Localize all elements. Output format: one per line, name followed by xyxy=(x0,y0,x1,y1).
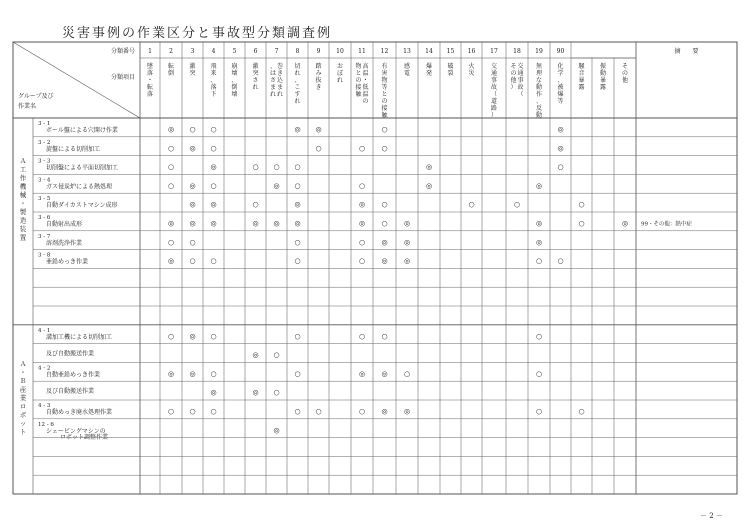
category-item: 火 xyxy=(468,63,475,70)
category-number: 17 xyxy=(490,48,498,55)
classification-mark: ○ xyxy=(210,181,217,190)
group-name: 置 xyxy=(19,233,27,242)
category-item: 動 xyxy=(535,84,543,91)
classification-mark: ○ xyxy=(210,369,217,378)
group-name: ッ xyxy=(19,419,27,428)
group-name: 装 xyxy=(19,225,27,234)
category-item: 害 xyxy=(381,70,388,77)
category-item: 突 xyxy=(252,70,259,77)
summary-header: 摘 要 xyxy=(674,48,699,55)
classification-mark: ◎ xyxy=(403,238,411,247)
category-item: 壊 xyxy=(231,91,238,98)
classification-mark: ○ xyxy=(381,125,388,134)
category-item: 激 xyxy=(252,63,259,70)
classification-mark: ○ xyxy=(167,238,175,247)
category-item: 道 xyxy=(490,98,498,105)
category-item: 災 xyxy=(468,70,475,77)
category-item: 故 xyxy=(517,84,524,91)
classification-mark: ○ xyxy=(403,369,411,378)
span-cover xyxy=(572,43,636,58)
category-item: 電 xyxy=(403,70,411,77)
classification-mark: ◎ xyxy=(403,257,411,266)
classification-mark: ◎ xyxy=(167,219,175,228)
classification-mark: ◎ xyxy=(273,426,280,435)
category-item: 動 xyxy=(535,112,543,119)
category-item: 路 xyxy=(490,105,498,112)
category-item: 高 xyxy=(362,63,369,70)
row-number: 3 - 1 xyxy=(38,121,51,127)
category-number: 2 xyxy=(169,48,173,55)
category-item: 激 xyxy=(189,63,196,70)
category-item: ） xyxy=(510,84,517,91)
classification-mark: ◎ xyxy=(189,144,196,153)
category-item: 低 xyxy=(362,84,369,91)
category-item: の xyxy=(510,70,517,77)
classification-mark: ○ xyxy=(273,388,280,397)
group-name: 業 xyxy=(19,394,27,403)
row-task-name: 溝加工機による切削加工 xyxy=(46,333,113,341)
category-item: 落 xyxy=(146,70,154,77)
category-item: 通 xyxy=(490,70,498,77)
category-item: 下 xyxy=(210,91,217,98)
category-item: 倒 xyxy=(167,70,175,77)
row-task-name: 自動ダイカストマシン成形 xyxy=(46,202,118,210)
classification-mark: ○ xyxy=(294,332,301,341)
classification-mark: ○ xyxy=(167,181,175,190)
category-item: （ xyxy=(490,91,498,98)
category-item: 、 xyxy=(535,98,543,105)
category-number: 10 xyxy=(336,48,344,55)
category-number-label: 分類番号 xyxy=(110,48,135,55)
category-item: そ xyxy=(510,63,517,70)
classification-mark: ○ xyxy=(315,407,322,416)
category-item: 通 xyxy=(517,70,524,77)
category-number: 90 xyxy=(556,48,565,55)
classification-mark: ◎ xyxy=(189,219,196,228)
classification-mark: ◎ xyxy=(210,219,217,228)
category-item: 落 xyxy=(210,84,217,91)
category-item: の xyxy=(362,98,369,105)
category-item: 来 xyxy=(210,70,217,77)
category-item: さ xyxy=(252,77,259,84)
category-item: は xyxy=(269,70,277,77)
classification-mark: ○ xyxy=(578,200,585,209)
row-task-name: シェービングマシンの xyxy=(46,427,106,435)
category-item: 音 xyxy=(578,70,585,77)
classification-mark: ◎ xyxy=(358,219,366,228)
category-item: 転 xyxy=(167,63,175,70)
category-item: 騒 xyxy=(578,63,585,70)
classification-mark: ◎ xyxy=(294,219,301,228)
classification-mark: ○ xyxy=(167,144,175,153)
category-item: ・ xyxy=(362,77,369,84)
classification-mark: ◎ xyxy=(189,369,196,378)
category-item: 、 xyxy=(210,77,217,84)
classification-mark: ◎ xyxy=(315,125,322,134)
classification-mark: ○ xyxy=(381,144,388,153)
classification-mark: ○ xyxy=(273,351,280,360)
classification-mark: ○ xyxy=(252,163,259,172)
category-item: の xyxy=(621,70,629,77)
category-item: 、 xyxy=(294,77,301,84)
row-number: 4 - 2 xyxy=(38,365,51,372)
category-item: と xyxy=(381,91,388,98)
category-item: 振 xyxy=(599,63,607,70)
group-name: 造 xyxy=(19,216,27,225)
group-label: グループ及び xyxy=(18,93,54,100)
category-item: 物 xyxy=(381,77,388,84)
classification-mark: ○ xyxy=(167,332,175,341)
row-number: 3 - 4 xyxy=(38,177,51,184)
category-item: 接 xyxy=(355,84,362,91)
category-item: ・ xyxy=(146,77,154,84)
page-number: － 2 － xyxy=(700,512,723,520)
classification-mark: ○ xyxy=(210,257,217,266)
category-number: 12 xyxy=(380,48,389,55)
category-item: な xyxy=(535,77,543,84)
category-item: 無 xyxy=(535,63,543,70)
classification-mark: ○ xyxy=(167,163,175,172)
group-name: ロ xyxy=(19,402,27,411)
category-item: 交 xyxy=(517,63,524,70)
category-item: 巻 xyxy=(276,63,284,70)
classification-mark: ◎ xyxy=(252,388,259,397)
row-task-name: 溶剤洗浄作業 xyxy=(46,239,83,247)
classification-mark: ○ xyxy=(210,332,217,341)
category-number: 9 xyxy=(316,48,321,55)
category-item: 触 xyxy=(381,112,388,119)
row-number: 3 - 7 xyxy=(38,233,51,240)
category-number: 19 xyxy=(535,48,543,55)
category-item: 事 xyxy=(490,77,498,84)
category-item: 、 xyxy=(557,77,564,84)
row-number: 4 - 1 xyxy=(38,327,51,334)
category-number: 13 xyxy=(403,48,411,55)
classification-mark: ◎ xyxy=(210,200,217,209)
category-item: 、 xyxy=(269,63,277,70)
classification-mark: ○ xyxy=(189,257,196,266)
category-item: れ xyxy=(276,91,284,98)
classification-mark: ◎ xyxy=(403,407,411,416)
classification-mark: ◎ xyxy=(381,369,388,378)
category-item: 触 xyxy=(355,91,362,98)
group-name: Ａ xyxy=(19,157,27,166)
row-task-name: 及び自動搬送作業 xyxy=(46,350,95,358)
category-number: 15 xyxy=(446,48,455,55)
classification-mark: ◎ xyxy=(210,388,217,397)
classification-mark: ○ xyxy=(358,257,366,266)
classification-mark: ◎ xyxy=(557,125,564,134)
classification-mark: ◎ xyxy=(557,144,564,153)
classification-mark: ◎ xyxy=(252,351,259,360)
category-item: お xyxy=(336,63,344,70)
classification-mark: ○ xyxy=(273,163,280,172)
row-number: 3 - 3 xyxy=(38,158,51,165)
classification-mark: ◎ xyxy=(381,257,388,266)
classification-mark: ◎ xyxy=(381,407,388,416)
classification-mark: ◎ xyxy=(189,332,196,341)
table-border xyxy=(13,42,737,494)
classification-mark: ○ xyxy=(294,407,301,416)
category-item: 崩 xyxy=(231,63,238,70)
classification-mark: ◎ xyxy=(189,200,196,209)
classification-mark: ◎ xyxy=(167,125,175,134)
row-number: 3 - 5 xyxy=(38,196,51,203)
category-item: 作 xyxy=(535,91,543,98)
category-item: 有 xyxy=(381,63,388,70)
category-item: ぼ xyxy=(336,70,344,77)
row-task-name: 自動亜鉛めっき作業 xyxy=(46,371,100,379)
category-item: み xyxy=(315,70,322,77)
group-name: ト xyxy=(19,428,27,437)
category-item: 、 xyxy=(231,77,238,84)
category-number: 1 xyxy=(148,48,152,55)
category-item: 転 xyxy=(146,84,154,91)
category-item: 壊 xyxy=(231,70,238,77)
classification-mark: ○ xyxy=(578,219,585,228)
category-item: 他 xyxy=(510,77,517,84)
category-item: れ xyxy=(252,84,259,91)
category-item: 爆 xyxy=(425,63,433,70)
group-name: 作 xyxy=(19,174,27,183)
group-label: 作業名 xyxy=(18,103,37,110)
classification-mark: ◎ xyxy=(535,181,543,190)
category-item: れ xyxy=(336,77,344,84)
classification-mark: ○ xyxy=(294,238,301,247)
category-number: 11 xyxy=(358,48,366,55)
category-number: 4 xyxy=(211,48,216,55)
classification-mark: ○ xyxy=(358,181,366,190)
row-task-name: 及び自動搬送作業 xyxy=(46,388,95,396)
classification-mark: ◎ xyxy=(358,369,366,378)
classification-mark: ○ xyxy=(358,332,366,341)
row-number: 3 - 8 xyxy=(38,252,51,259)
classification-mark: ◎ xyxy=(167,369,175,378)
classification-mark: ◎ xyxy=(358,200,366,209)
classification-mark: ○ xyxy=(468,200,475,209)
classification-mark: ○ xyxy=(210,144,217,153)
category-item: さ xyxy=(269,77,277,84)
classification-mark: ◎ xyxy=(535,238,543,247)
classification-mark: ○ xyxy=(294,181,301,190)
row-number: 4 - 3 xyxy=(38,403,51,409)
classification-mark: ◎ xyxy=(273,181,280,190)
group-name: Ｂ xyxy=(19,377,27,386)
classification-mark: ○ xyxy=(557,163,564,172)
category-item: （ xyxy=(517,91,524,98)
classification-mark: ○ xyxy=(252,200,259,209)
classification-mark: ○ xyxy=(294,369,301,378)
classification-mark: ○ xyxy=(535,332,543,341)
category-item: 物 xyxy=(355,63,362,70)
category-item: 露 xyxy=(599,84,607,91)
group-name: ボ xyxy=(19,411,27,420)
category-number: 18 xyxy=(513,48,521,55)
row-number: 3 - 2 xyxy=(38,139,51,146)
group-name: 機 xyxy=(19,182,27,191)
classification-mark: ○ xyxy=(210,407,217,416)
category-item: 交 xyxy=(490,63,498,70)
category-item: ） xyxy=(490,112,498,119)
classification-mark: ○ xyxy=(294,163,301,172)
group-name: 産 xyxy=(19,385,27,394)
category-number: 6 xyxy=(253,48,258,55)
classification-mark: ◎ xyxy=(210,163,217,172)
category-item: こ xyxy=(294,84,301,91)
category-item: 学 xyxy=(557,70,564,77)
category-item: 込 xyxy=(276,77,284,84)
category-item: 露 xyxy=(578,84,585,91)
classification-mark: ◎ xyxy=(189,181,196,190)
category-item: れ xyxy=(294,98,301,105)
category-item: 暴 xyxy=(599,77,607,84)
classification-mark: ◎ xyxy=(425,163,433,172)
category-item: 爆 xyxy=(557,91,564,98)
classification-mark: ○ xyxy=(358,238,366,247)
classification-mark: ○ xyxy=(358,144,366,153)
row-task-name: ガス侵炭炉による熱処理 xyxy=(46,183,113,191)
classification-mark: ○ xyxy=(535,407,543,416)
classification-mark: ○ xyxy=(189,238,196,247)
classification-mark: ◎ xyxy=(294,200,301,209)
category-item: 温 xyxy=(362,91,369,98)
category-number: 5 xyxy=(232,48,237,55)
category-item: 発 xyxy=(425,70,433,77)
classification-mark: ○ xyxy=(189,125,196,134)
category-item: 等 xyxy=(381,84,388,91)
classification-mark: ○ xyxy=(294,257,301,266)
row-task-name: 亜鉛めっき作業 xyxy=(46,258,88,266)
classification-mark: ◎ xyxy=(621,219,629,228)
category-item: 等 xyxy=(557,98,564,105)
category-item: 接 xyxy=(381,105,388,112)
group-name: Ａ xyxy=(19,360,27,369)
category-item: 理 xyxy=(535,70,543,77)
category-item: 反 xyxy=(535,105,543,112)
classification-mark: ◎ xyxy=(403,219,411,228)
classification-mark: ○ xyxy=(358,407,366,416)
category-item: 故 xyxy=(490,84,498,91)
row-task-name: 自動射出成形 xyxy=(46,221,83,228)
classification-mark: ○ xyxy=(381,200,388,209)
classification-mark: ◎ xyxy=(167,257,175,266)
classification-mark: ◎ xyxy=(294,125,301,134)
category-number: 16 xyxy=(467,48,476,55)
category-item: 抜 xyxy=(315,77,322,84)
row-note: 99 - その他：熱中症 xyxy=(641,221,692,228)
row-task-name: 自動めっき廃水処理作業 xyxy=(46,409,112,416)
classification-mark: ◎ xyxy=(273,219,280,228)
category-item: れ xyxy=(294,70,301,77)
category-item: 事 xyxy=(517,77,524,84)
category-item: と xyxy=(355,70,362,77)
category-number: 3 xyxy=(190,48,195,55)
category-item: 踏 xyxy=(315,63,322,70)
row-number: 3 - 6 xyxy=(38,215,51,221)
category-item: 破 xyxy=(447,63,454,70)
category-item: 動 xyxy=(599,70,607,77)
classification-mark: ○ xyxy=(381,332,388,341)
category-item: 温 xyxy=(362,70,369,77)
classification-mark: ○ xyxy=(315,144,322,153)
category-item: ま xyxy=(269,84,277,91)
group-name: 製 xyxy=(19,208,27,217)
classification-mark: ○ xyxy=(578,407,585,416)
row-task-name: ロボット調整作業 xyxy=(60,433,109,441)
classification-mark: ○ xyxy=(557,257,564,266)
category-item: 暴 xyxy=(578,77,585,84)
category-number: 14 xyxy=(425,48,433,55)
classification-mark: ◎ xyxy=(535,219,543,228)
classification-mark: ○ xyxy=(513,200,521,209)
category-item: の xyxy=(355,77,362,84)
group-name: 工 xyxy=(19,165,27,174)
category-item: 他 xyxy=(621,77,629,84)
classification-mark: ◎ xyxy=(252,219,259,228)
category-item: 化 xyxy=(557,63,564,70)
classification-mark: ○ xyxy=(167,407,175,416)
group-name: 械 xyxy=(19,191,27,200)
category-item: ま xyxy=(276,84,284,91)
category-item: 突 xyxy=(189,70,196,77)
category-item: き xyxy=(276,70,284,77)
category-item: 裂 xyxy=(447,70,454,77)
category-item: 倒 xyxy=(231,84,238,91)
row-number: 12 - 6 xyxy=(38,421,54,428)
category-number: 8 xyxy=(295,48,300,55)
group-name: ・ xyxy=(19,199,27,208)
category-item: の xyxy=(381,98,388,105)
group-name: ・ xyxy=(19,368,27,377)
classification-mark: ○ xyxy=(535,369,543,378)
category-item: 感 xyxy=(403,63,411,70)
category-item-label: 分類項目 xyxy=(110,74,135,81)
category-number: 7 xyxy=(274,48,279,55)
page-title: 災害事例の作業区分と事故型分類調査例 xyxy=(62,26,333,41)
category-item: 切 xyxy=(294,63,301,70)
category-item: き xyxy=(315,84,322,91)
row-task-name: 切削盤による平面切削加工 xyxy=(46,164,119,172)
row-task-name: ボール盤による穴開け作業 xyxy=(46,127,118,134)
category-item: 飛 xyxy=(210,63,217,70)
category-item: 落 xyxy=(146,91,154,98)
classification-mark: ○ xyxy=(210,125,217,134)
row-task-name: 旋盤による切削加工 xyxy=(46,145,101,153)
classification-mark: ◎ xyxy=(425,181,433,190)
category-item: れ xyxy=(269,91,277,98)
category-item: す xyxy=(294,91,301,98)
category-item: そ xyxy=(621,63,629,70)
category-item: 墜 xyxy=(146,63,154,70)
classification-mark: ○ xyxy=(381,219,388,228)
classification-mark: ○ xyxy=(189,407,196,416)
classification-mark: ◎ xyxy=(381,238,388,247)
classification-mark: ○ xyxy=(535,257,543,266)
category-item: 被 xyxy=(557,84,564,91)
